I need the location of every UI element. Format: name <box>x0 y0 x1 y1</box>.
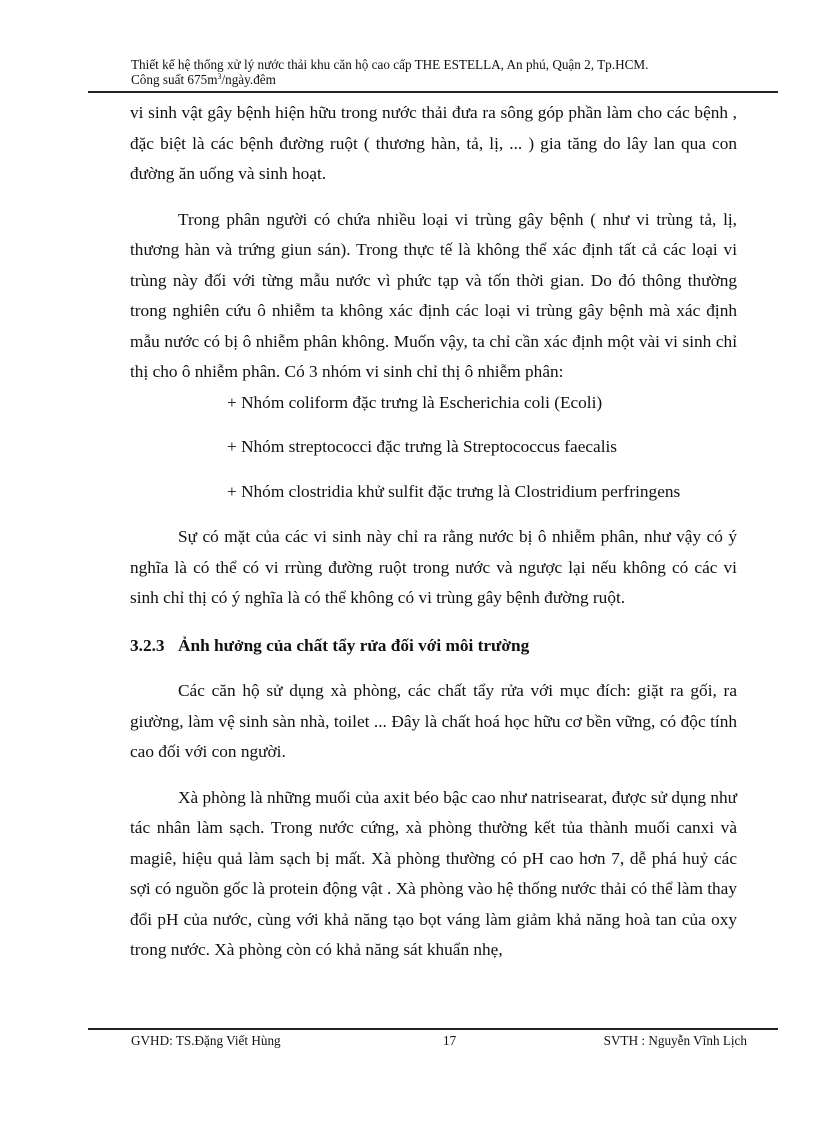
footer-student: SVTH : Nguyễn Vĩnh Lịch <box>603 1033 747 1048</box>
header-rule <box>88 91 778 93</box>
page-body <box>130 98 737 966</box>
paragraph: Các căn hộ sử dụng xà phòng, các chất tẩy rửa với mục đích: giặt ra gối, ra giường, làm vệ sinh sàn nhà, toilet ... Đây là chất hoá học hữu cơ bền vững, có độc tính cao đối với con người. <box>130 681 737 761</box>
paragraph: Sự có mặt của các vi sinh này chỉ ra rằng nước bị ô nhiễm phân, như vậy có ý nghĩa là có thể có vi rrùng đường ruột trong nước và ngược lại nếu không có các vi sinh chỉ thị có ý nghĩa là có thể không có vi trùng gây bệnh đường ruột. <box>130 527 737 607</box>
header-title: Thiết kế hệ thống xử lý nước thải khu căn hộ cao cấp THE ESTELLA, An phú, Quận 2, Tp.HCM. <box>131 57 649 72</box>
page-number: 17 <box>443 1033 457 1048</box>
header-capacity: Công suất $675m^3/ngày.đêm$ <box>131 72 276 87</box>
paragraph: vi sinh vật gây bệnh hiện hữu trong nước thải đưa ra sông góp phần làm cho các bệnh , đặc biệt là các bệnh đường ruột ( thương hàn, tả, lị, ... ) gia tăng do lây lan qua con đường ăn uống và sinh hoạt. <box>130 103 737 183</box>
section-title: Ảnh hưởng của chất tẩy rửa đối với môi trường <box>178 635 530 655</box>
page-header <box>131 57 751 87</box>
section-number: 3.2.3 <box>130 635 165 655</box>
footer-rule <box>88 1028 778 1030</box>
section-heading <box>130 631 737 662</box>
list-item: + Nhóm streptococci đặc trưng là Streptococcus faecalis <box>227 437 618 456</box>
paragraph: Trong phân người có chứa nhiều loại vi trùng gây bệnh ( như vi trùng tả, lị, thương hàn và trứng giun sán). Trong thực tế là không thể xác định tất cả các loại vi trùng này đối với từng mẫu nước vì phức tạp và tốn thời gian. Do đó thông thường trong nghiên cứu ô nhiễm ta không xác định các loại vi trùng gây bệnh mà xác định mẫu nước có bị ô nhiễm phân không. Muốn vậy, ta chỉ cần xác định một vài vi sinh chỉ thị cho ô nhiễm phân. Có 3 nhóm vi sinh chỉ thị ô nhiễm phân: <box>130 209 737 381</box>
list-item: + Nhóm clostridia khử sulfit đặc trưng là Clostridium perfringens <box>227 481 681 501</box>
footer-supervisor: GVHD: TS.Đặng Viết Hùng <box>131 1033 281 1048</box>
list-item: + Nhóm coliform đặc trưng là Escherichia coli (Ecoli) <box>227 392 603 412</box>
paragraph: Xà phòng là những muối của axit béo bậc cao như natrisearat, được sử dụng như tác nhân làm sạch. Trong nước cứng, xà phòng thường kết tủa thành muối canxi và magiê, hiệu quả làm sạch bị mất. Xà phòng thường có pH cao hơn 7, dễ phá huỷ các sợi có nguồn gốc là protein động vật . Xà phòng vào hệ thống nước thải có thể làm thay đổi pH của nước, cùng với khả năng tạo bọt váng làm giảm khả năng hoà tan của oxy trong nước. Xà phòng còn có khả năng sát khuẩn nhẹ, <box>130 787 737 959</box>
